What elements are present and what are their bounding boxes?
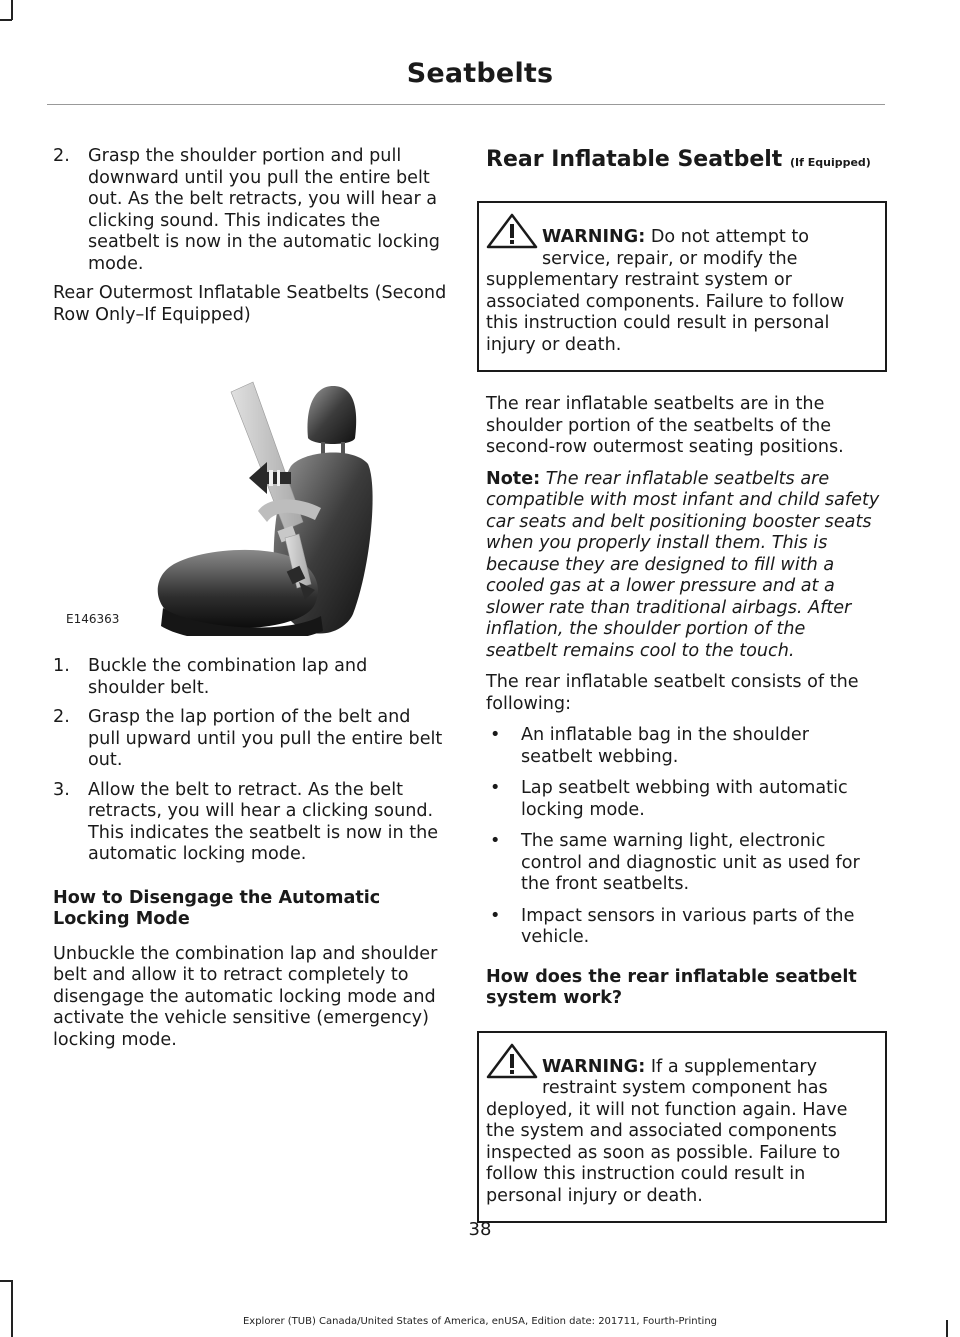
page-title: Seatbelts	[406, 58, 554, 89]
item-text: Grasp the shoulder portion and pull downward until you pull the entire belt out. As the belt retracts, you will hear a clicking sound. This indicates the seatbelt is now in the automatic locking mode.	[88, 146, 440, 274]
list-item	[53, 656, 448, 699]
crop-mark	[11, 0, 13, 20]
bullet-icon: •	[490, 905, 501, 926]
bullet-icon: •	[490, 831, 501, 851]
footer-text: Explorer (TUB) Canada/United States of America, enUSA, Edition date: 201711, Fourth-Printing	[242, 1316, 718, 1327]
warning-label: WARNING:	[542, 1056, 646, 1077]
item-text: Grasp the lap portion of the belt and pull upward until you pull the entire belt out.	[88, 707, 443, 770]
paragraph: The rear inflatable seatbelts are in the shoulder portion of the seatbelts of the second-row outermost seating positions.	[486, 394, 844, 457]
item-number: 3.	[53, 779, 70, 800]
section-title-suffix: (If Equipped)	[789, 156, 871, 169]
list-item	[53, 146, 448, 275]
item-number: 1.	[53, 656, 70, 676]
how-heading: How does the rear inflatable seatbelt system work?	[486, 966, 857, 1008]
section-title	[486, 146, 882, 177]
seat-illustration	[53, 346, 448, 636]
note-text: The rear inflatable seatbelts are compatible with most infant and child safety car seats and belt positioning booster seats when you properly install them. This is because they are designed to fill with a cooled gas at a lower pressure and at a slower rate than traditional airbags. After inflation, the shoulder portion of the seatbelt remains cool to the touch.	[486, 468, 880, 661]
rear-seatbelt-heading: Rear Outermost Inflatable Seatbelts (Second Row Only–If Equipped)	[53, 283, 447, 325]
note-label: Note:	[486, 468, 541, 489]
section-title-text: Rear Inflatable Seatbelt	[486, 147, 783, 172]
warning-text	[486, 1057, 878, 1208]
paragraph: The rear inflatable seatbelt consists of the following:	[486, 672, 859, 714]
warning-body: If a supplementary restraint system component has deployed, it will not function again. Have the system and associated components inspected as soon as possible. Failure to follow this instruction could result in personal injury or death.	[486, 1056, 848, 1206]
warning-text	[486, 227, 878, 356]
bullet-icon: •	[490, 778, 501, 798]
list-item	[486, 831, 882, 896]
crop-mark	[0, 19, 12, 21]
list-item	[486, 778, 882, 821]
disengage-heading: How to Disengage the Automatic Locking Mode	[53, 887, 381, 929]
figure-label: E146363	[66, 612, 120, 626]
item-text: Allow the belt to retract. As the belt retracts, you will hear a clicking sound. This indicates the seatbelt is now in the automatic locking mode.	[88, 779, 439, 864]
warning-box	[477, 201, 887, 372]
item-text: Lap seatbelt webbing with automatic locking mode.	[521, 778, 848, 820]
item-text: An inflatable bag in the shoulder seatbelt webbing.	[521, 725, 809, 767]
warning-body: Do not attempt to service, repair, or modify the supplementary restraint system or associated components. Failure to follow this instruction could result in personal injury or death.	[486, 227, 845, 355]
warning-label: WARNING:	[542, 227, 646, 247]
item-number: 2.	[53, 707, 70, 727]
note	[486, 469, 882, 663]
header-divider	[47, 104, 885, 105]
warning-triangle-icon	[486, 1043, 538, 1079]
list-item	[53, 707, 448, 772]
warning-box	[477, 1031, 887, 1224]
page-number: 38	[468, 1219, 492, 1240]
right-column	[486, 146, 882, 1245]
item-text: Buckle the combination lap and shoulder belt.	[88, 656, 368, 698]
item-text: Impact sensors in various parts of the vehicle.	[521, 905, 855, 947]
seat-belt-illustration-icon	[53, 346, 448, 636]
list-item	[53, 780, 448, 866]
left-column	[53, 146, 448, 1051]
bullet-icon: •	[490, 725, 501, 745]
list-item	[486, 725, 882, 768]
crop-mark	[11, 1280, 13, 1337]
list-item	[486, 906, 882, 949]
item-text: The same warning light, electronic control and diagnostic unit as used for the front seatbelts.	[521, 831, 860, 894]
disengage-text: Unbuckle the combination lap and shoulder belt and allow it to retract completely to disengage the automatic locking mode and activate the vehicle sensitive (emergency) locking mode.	[53, 943, 438, 1050]
item-number: 2.	[53, 146, 70, 166]
warning-triangle-icon	[486, 213, 538, 249]
crop-mark	[0, 1280, 12, 1282]
